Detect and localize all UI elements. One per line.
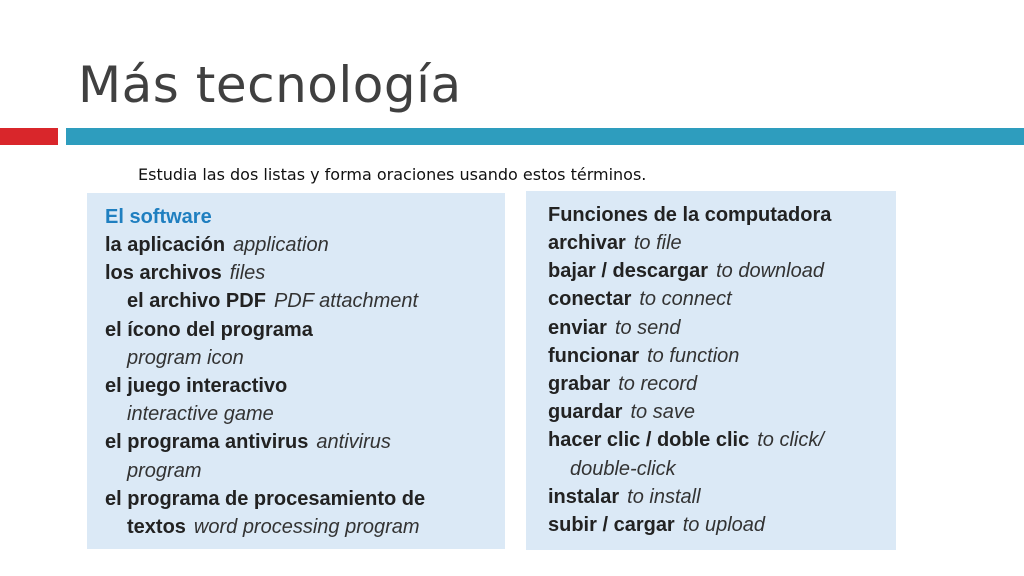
software-vocab-box (87, 193, 505, 549)
term-es: hacer clic / doble clic (548, 429, 750, 452)
term-en: to send (614, 316, 681, 339)
term-en-continuation: double-click (570, 457, 676, 480)
vocab-entry (105, 372, 505, 400)
vocab-entry (548, 483, 896, 511)
term-en: to file (633, 232, 682, 254)
term-es: conectar (548, 288, 632, 311)
vocab-entry (548, 314, 896, 342)
instructions-text: Estudia las dos listas y forma oraciones usando estos términos. (138, 165, 647, 184)
term-en: interactive game (127, 403, 274, 426)
accent-bar-red (0, 128, 58, 145)
term-es: archivar (548, 232, 626, 254)
vocab-entry (548, 370, 896, 398)
term-en: to click/ (757, 429, 824, 452)
term-en: to connect (639, 288, 732, 311)
accent-bar-blue (66, 128, 1024, 145)
term-en: application (233, 234, 329, 256)
term-en: files (229, 262, 266, 285)
vocab-entry-continuation (105, 457, 505, 485)
term-es: enviar (548, 316, 607, 339)
software-heading: El software (105, 206, 212, 228)
term-es: instalar (548, 485, 620, 508)
vocab-entry (105, 287, 505, 315)
vocab-entry (105, 485, 505, 513)
vocab-entry (105, 428, 505, 456)
functions-vocab-box (526, 191, 896, 550)
term-es: el ícono del programa (105, 318, 313, 341)
vocab-entry-continuation (105, 513, 505, 541)
vocab-entry (105, 316, 505, 344)
term-es: el juego interactivo (105, 375, 288, 398)
vocab-entry-continuation (105, 344, 505, 372)
term-es: grabar (548, 373, 611, 396)
term-en: program icon (127, 346, 244, 369)
vocab-entry (548, 257, 896, 285)
term-en: to save (630, 401, 695, 424)
vocab-entry (548, 426, 896, 454)
term-es: funcionar (548, 344, 640, 367)
term-es: guardar (548, 401, 623, 424)
vocab-entry-continuation (105, 400, 505, 428)
term-es: subir / cargar (548, 514, 675, 537)
term-en: antivirus (316, 431, 391, 454)
vocab-entry (548, 342, 896, 370)
vocab-entry (105, 231, 505, 259)
term-en: to install (627, 485, 701, 508)
vocab-entry (548, 229, 896, 257)
slide-title: Más tecnología (78, 56, 462, 114)
functions-heading: Funciones de la computadora (548, 204, 832, 226)
term-en: PDF attachment (273, 290, 419, 313)
term-en: word processing program (193, 516, 420, 539)
term-es: los archivos (105, 262, 222, 285)
term-en: to upload (682, 514, 766, 537)
term-es: el programa de procesamiento de (105, 487, 426, 510)
vocab-entry-continuation (548, 455, 896, 483)
term-es-continuation: textos (127, 516, 186, 539)
term-en: to download (716, 260, 824, 283)
vocab-entry (548, 511, 896, 539)
vocab-entry (105, 259, 505, 287)
term-es: el archivo PDF (127, 290, 266, 313)
vocab-entry (548, 285, 896, 313)
term-es: la aplicación (105, 234, 226, 256)
term-en: to function (647, 344, 740, 367)
vocab-entry (548, 398, 896, 426)
term-en-continuation: program (127, 459, 202, 482)
term-en: to record (618, 373, 698, 396)
term-es: el programa antivirus (105, 431, 309, 454)
term-es: bajar / descargar (548, 260, 709, 283)
